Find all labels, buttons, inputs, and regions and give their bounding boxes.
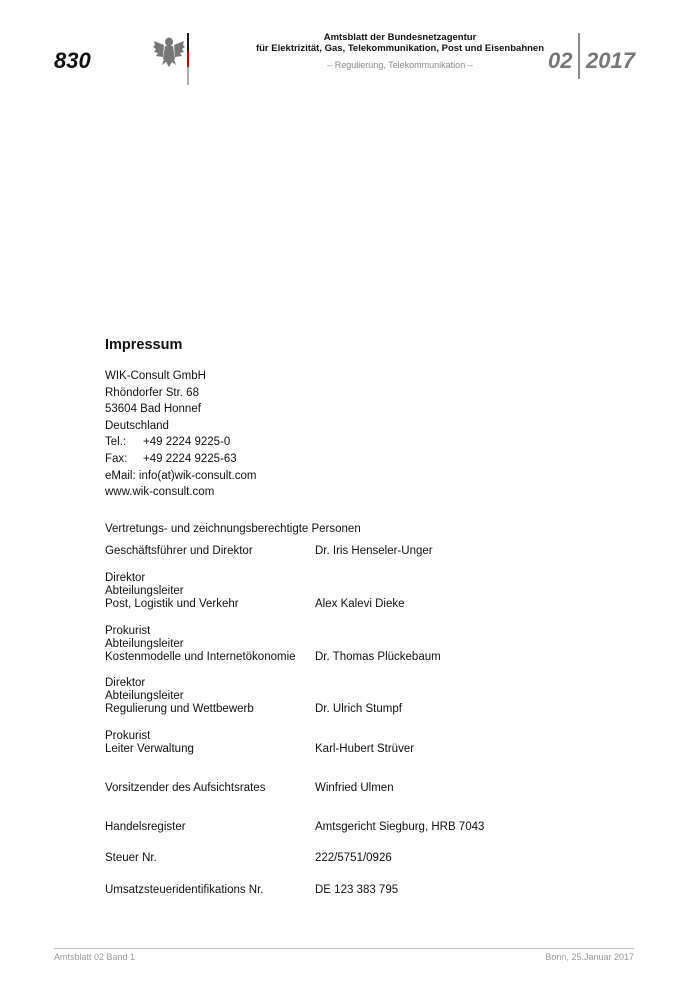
email-value[interactable]: info(at)wik-consult.com <box>138 469 257 482</box>
person-role-line: Direktor <box>105 572 146 584</box>
address-block <box>105 368 256 501</box>
footer-right: Bonn, 25.Januar 2017 <box>545 952 634 962</box>
header-subtitle: – Regulierung, Telekommunikation – <box>327 60 473 70</box>
person-entry <box>105 625 625 665</box>
impressum-title: Impressum <box>105 337 183 353</box>
person-role-line: Vorsitzender des Aufsichtsrates <box>105 782 266 794</box>
person-name: 222/5751/0926 <box>315 852 392 864</box>
person-name: Karl-Hubert Strüver <box>315 743 415 756</box>
fax-value: +49 2224 9225-63 <box>143 452 237 465</box>
person-role-line: Abteilungsleiter <box>105 638 184 651</box>
person-role-line: Prokurist <box>105 625 151 637</box>
issue-year: 2017 <box>586 48 635 73</box>
person-role-line: Leiter Verwaltung <box>105 743 194 756</box>
person-role-line: Kostenmodelle und Internetökonomie <box>105 651 296 664</box>
website-link[interactable]: www.wik-consult.com <box>105 486 215 499</box>
person-role-line: Abteilungsleiter <box>105 585 184 598</box>
person-name: Dr. Iris Henseler-Unger <box>315 545 433 557</box>
header-title-line1: Amtsblatt der Bundesnetzagentur <box>323 32 477 43</box>
person-name: Amtsgericht Siegburg, HRB 7043 <box>315 821 485 833</box>
persons-title: Vertretungs- und zeichnungsberechtigte Personen <box>105 523 361 535</box>
person-entry <box>105 730 625 756</box>
email-row <box>105 468 256 485</box>
person-role-line: Direktor <box>105 677 146 689</box>
footer-left: Amtsblatt 02 Band 1 <box>54 952 136 962</box>
fax-label: Fax: <box>105 452 128 465</box>
phone-row <box>105 434 256 451</box>
page-number: 830 <box>54 48 91 73</box>
fax-row <box>105 451 256 468</box>
person-role-line: Prokurist <box>105 730 151 742</box>
person-role-line: Abteilungsleiter <box>105 690 184 703</box>
person-role <box>105 821 315 834</box>
person-name: Winfried Ulmen <box>315 782 394 794</box>
street: Rhöndorfer Str. 68 <box>105 386 199 399</box>
city: 53604 Bad Honnef <box>105 403 201 416</box>
person-role <box>105 572 315 612</box>
person-role-line: Post, Logistik und Verkehr <box>105 598 239 611</box>
person-name: Dr. Ulrich Stumpf <box>315 703 402 716</box>
footer-divider <box>54 948 634 949</box>
person-name: DE 123 383 795 <box>315 884 399 896</box>
person-name: Alex Kalevi Dieke <box>315 598 405 611</box>
person-role-line: Regulierung und Wettbewerb <box>105 703 254 716</box>
person-entry <box>105 545 625 558</box>
person-role <box>105 782 315 795</box>
person-name: Dr. Thomas Plückebaum <box>315 651 441 664</box>
header-title <box>200 32 600 54</box>
person-role <box>105 730 315 756</box>
company-name: WIK-Consult GmbH <box>105 370 206 382</box>
issue-separator <box>578 33 580 79</box>
phone-label: Tel.: <box>105 436 127 449</box>
person-role-line: Umsatzsteueridentifikations Nr. <box>105 884 264 896</box>
person-role <box>105 884 315 897</box>
phone-value: +49 2224 9225-0 <box>143 436 231 449</box>
email-label: eMail: <box>105 469 136 482</box>
federal-eagle-icon <box>152 33 186 69</box>
person-entry <box>105 572 625 612</box>
person-role-line: Geschäftsführer und Direktor <box>105 545 253 557</box>
person-entry <box>105 677 625 717</box>
person-role <box>105 625 315 665</box>
header-flag-bar <box>187 33 189 85</box>
person-entry <box>105 884 625 897</box>
issue-number: 02 <box>548 48 573 73</box>
person-role-line: Handelsregister <box>105 821 186 833</box>
header-title-line2: für Elektrizität, Gas, Telekommunikation, Post und Eisenbahnen <box>255 43 545 54</box>
person-role-line: Steuer Nr. <box>105 852 157 864</box>
person-role <box>105 545 315 558</box>
country: Deutschland <box>105 419 169 432</box>
person-entry <box>105 821 625 834</box>
person-role <box>105 852 315 865</box>
person-entry <box>105 782 625 795</box>
person-entry <box>105 852 625 865</box>
person-role <box>105 677 315 717</box>
